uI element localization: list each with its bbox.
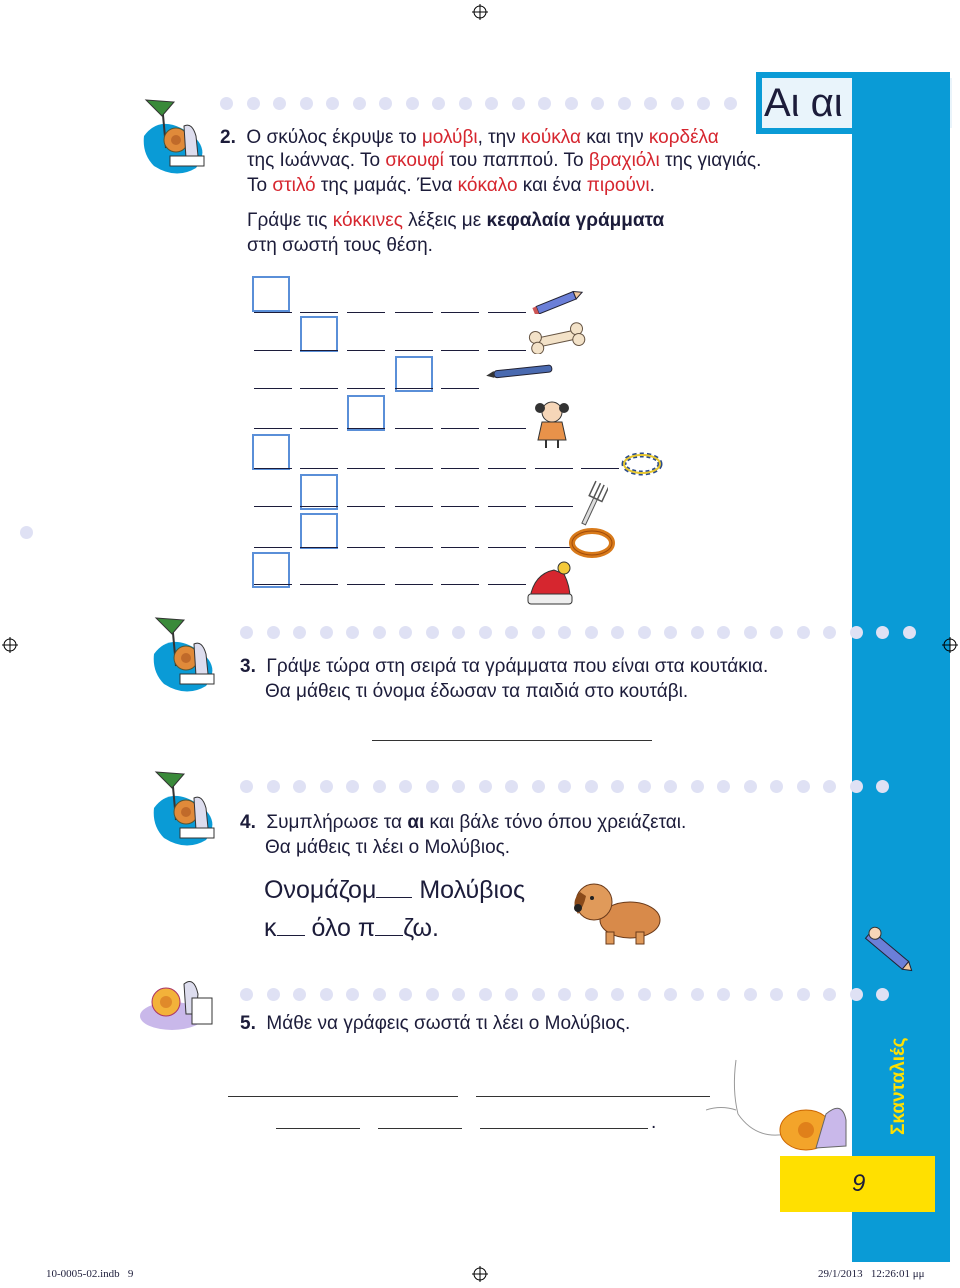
ex2-text: της Ιωάννας. Το — [247, 150, 386, 171]
letter-blank[interactable] — [347, 584, 385, 585]
letter-blank[interactable] — [441, 428, 479, 429]
ex2-text: του παππού. Το — [443, 150, 589, 171]
registration-mark-icon — [472, 1266, 488, 1282]
letter-blank[interactable] — [300, 428, 338, 429]
ex2-text: της γιαγιάς. — [659, 150, 762, 171]
dot-row — [240, 780, 903, 793]
ex4-number: 4. — [240, 812, 256, 833]
red-word: πιρούνι — [586, 175, 650, 196]
fill-sentence-1 — [264, 874, 525, 906]
red-word: μολύβι — [421, 127, 478, 148]
letter-blank[interactable] — [395, 350, 433, 351]
letter-box[interactable] — [395, 356, 433, 392]
letter-blank[interactable] — [300, 547, 338, 548]
ex2-instruction-line2: στη σωστή τους θέση. — [247, 235, 433, 256]
letter-blank[interactable] — [300, 468, 338, 469]
answer-line[interactable] — [378, 1128, 462, 1129]
letter-blank[interactable] — [488, 584, 526, 585]
letter-blank[interactable] — [488, 506, 526, 507]
ex4-text: και βάλε τόνο όπου χρειάζεται. — [424, 812, 687, 833]
letter-blank[interactable] — [347, 312, 385, 313]
dot-row — [240, 988, 903, 1001]
ribbon-icon — [568, 526, 616, 560]
red-word: κορδέλα — [648, 127, 719, 148]
ex2-text: . — [649, 175, 655, 196]
pencil-character-icon — [858, 924, 918, 980]
fill-blank[interactable] — [376, 877, 412, 898]
letter-blank[interactable] — [347, 468, 385, 469]
letter-blank[interactable] — [441, 584, 479, 585]
ex3-line1 — [240, 654, 768, 679]
letter-blank[interactable] — [488, 350, 526, 351]
letter-blank[interactable] — [300, 506, 338, 507]
letter-box[interactable] — [300, 513, 338, 549]
letter-blank[interactable] — [347, 388, 385, 389]
letter-blank[interactable] — [441, 506, 479, 507]
snail-flag-icon — [150, 614, 232, 694]
letter-box[interactable] — [252, 552, 290, 588]
letter-blank[interactable] — [254, 350, 292, 351]
ex2-text: Γράψε τις — [247, 210, 333, 231]
letter-blank[interactable] — [254, 312, 292, 313]
snail-writing-icon — [136, 968, 218, 1034]
ex3-number: 3. — [240, 656, 256, 677]
letter-blank[interactable] — [347, 350, 385, 351]
letter-blank[interactable] — [488, 547, 526, 548]
ex2-text: , την — [477, 127, 522, 148]
letter-blank[interactable] — [441, 312, 479, 313]
puppy-icon — [566, 874, 670, 946]
fill-blank[interactable] — [277, 915, 305, 936]
answer-line[interactable] — [228, 1096, 458, 1097]
letter-box[interactable] — [252, 434, 290, 470]
doll-icon — [528, 398, 576, 448]
letter-blank[interactable] — [300, 350, 338, 351]
ex4-line1 — [240, 810, 686, 835]
ex4-text: Συμπλήρωσε τα — [266, 812, 408, 833]
bold-word: αι — [407, 812, 425, 833]
ex5-line1 — [240, 1011, 630, 1036]
letter-blank[interactable] — [300, 584, 338, 585]
letter-box[interactable] — [300, 316, 338, 352]
ex2-text: λέξεις με — [402, 210, 487, 231]
snail-rope-icon — [706, 1050, 866, 1160]
letter-blank[interactable] — [254, 468, 292, 469]
letter-blank[interactable] — [395, 468, 433, 469]
footer-left: 10-0005-02.indb 9 — [46, 1268, 134, 1280]
letter-blank[interactable] — [300, 388, 338, 389]
letter-blank[interactable] — [535, 506, 573, 507]
fill-text: όλο π — [304, 914, 376, 942]
letter-blank[interactable] — [488, 312, 526, 313]
ex2-text: Το — [247, 175, 273, 196]
fill-text: Μολύβιος — [412, 876, 526, 904]
letter-blank[interactable] — [395, 312, 433, 313]
answer-line[interactable] — [372, 740, 652, 741]
letter-blank[interactable] — [395, 584, 433, 585]
ex3-text: Γράψε τώρα στη σειρά τα γράμματα που είναι στα κουτάκια. — [266, 656, 769, 677]
answer-line[interactable] — [480, 1128, 648, 1129]
ex2-text: της μαμάς. Ένα — [315, 175, 458, 196]
dot-row — [240, 626, 929, 639]
letter-blank[interactable] — [254, 506, 292, 507]
answer-line[interactable] — [276, 1128, 360, 1129]
pencil-icon — [530, 290, 586, 314]
registration-mark-icon — [2, 637, 18, 653]
letter-blank[interactable] — [254, 547, 292, 548]
letter-blank[interactable] — [441, 350, 479, 351]
red-word: κόκαλο — [457, 175, 518, 196]
letter-grid — [0, 0, 960, 620]
letter-blank[interactable] — [347, 428, 385, 429]
ex2-text: και ένα — [517, 175, 587, 196]
letter-blank[interactable] — [395, 428, 433, 429]
ex2-number: 2. — [220, 127, 236, 148]
letter-blank[interactable] — [441, 468, 479, 469]
fork-icon — [578, 480, 608, 528]
letter-blank[interactable] — [581, 468, 619, 469]
red-word: κόκκινες — [332, 210, 403, 231]
red-word: σκουφί — [385, 150, 444, 171]
letter-blank[interactable] — [488, 428, 526, 429]
letter-blank[interactable] — [254, 584, 292, 585]
bone-icon — [526, 322, 588, 354]
ex5-text: Μάθε να γράφεις σωστά τι λέει ο Μολύβιος. — [266, 1013, 631, 1034]
letter-blank[interactable] — [300, 312, 338, 313]
letter-blank[interactable] — [488, 468, 526, 469]
answer-line[interactable] — [476, 1096, 710, 1097]
ex3-line2: Θα μάθεις τι όνομα έδωσαν τα παιδιά στο κουτάβι. — [265, 681, 689, 702]
bracelet-icon — [620, 450, 664, 478]
letter-box[interactable] — [347, 395, 385, 431]
pen-icon — [484, 362, 560, 382]
letter-blank[interactable] — [535, 468, 573, 469]
letter-blank[interactable] — [254, 428, 292, 429]
ex2-text: και την — [580, 127, 649, 148]
bold-word: κεφαλαία γράμματα — [486, 210, 665, 231]
fill-text: Ονομάζομ — [264, 876, 377, 904]
red-word: κούκλα — [521, 127, 581, 148]
letter-blank[interactable] — [395, 388, 433, 389]
fill-text: ζω. — [403, 914, 439, 942]
letter-blank[interactable] — [347, 547, 385, 548]
letter-blank[interactable] — [441, 547, 479, 548]
page-title: Αι αι — [762, 78, 952, 128]
red-word: βραχιόλι — [588, 150, 660, 171]
red-word: στιλό — [272, 175, 316, 196]
letter-box[interactable] — [252, 276, 290, 312]
ex4-line2: Θα μάθεις τι λέει ο Μολύβιος. — [265, 837, 511, 858]
letter-blank[interactable] — [395, 547, 433, 548]
ex2-text: Ο σκύλος έκρυψε το — [246, 127, 422, 148]
fill-sentence-2 — [264, 912, 439, 944]
ex5-number: 5. — [240, 1013, 256, 1034]
end-mark: . — [651, 1112, 657, 1133]
footer-right: 29/1/2013 12:26:01 μμ — [818, 1268, 925, 1280]
letter-box[interactable] — [300, 474, 338, 510]
fill-text: κ — [264, 914, 277, 942]
letter-blank[interactable] — [347, 506, 385, 507]
hat-icon — [524, 560, 576, 608]
letter-blank[interactable] — [441, 388, 479, 389]
letter-blank[interactable] — [395, 506, 433, 507]
side-label: Σκανταλιές — [888, 1037, 909, 1135]
letter-blank[interactable] — [254, 388, 292, 389]
page-number: 9 — [852, 1170, 866, 1197]
registration-mark-icon — [942, 637, 958, 653]
fill-blank[interactable] — [375, 915, 403, 936]
snail-flag-icon — [150, 768, 232, 848]
